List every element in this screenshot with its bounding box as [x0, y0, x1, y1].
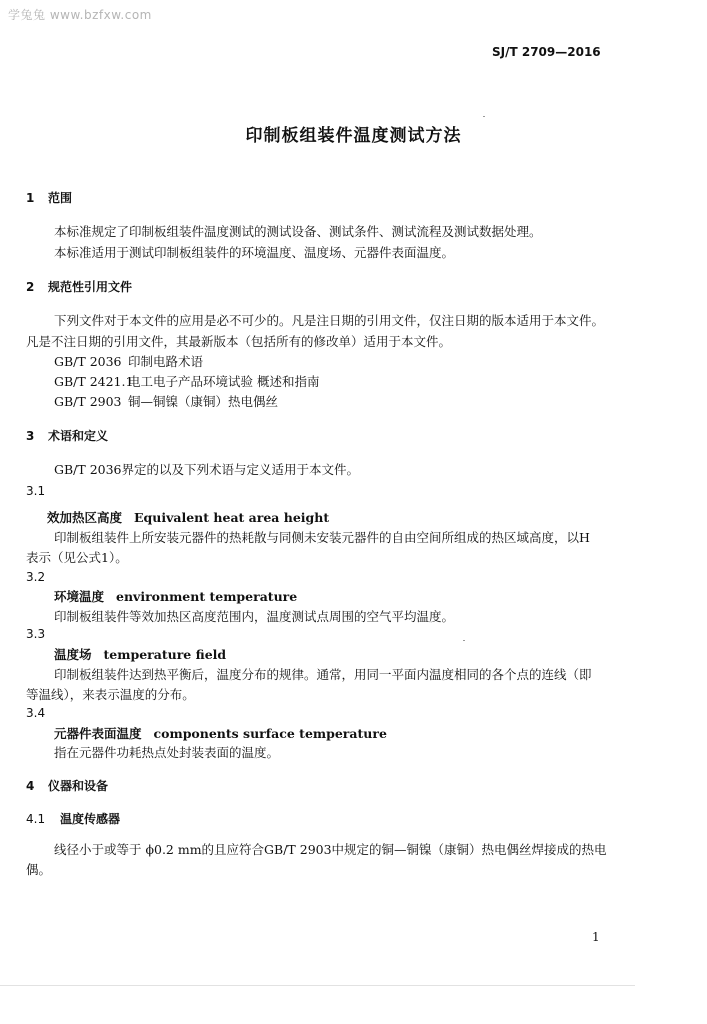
term-heading [54, 724, 387, 742]
section-2-heading [26, 278, 132, 295]
term-zh: 温度场 [54, 647, 92, 662]
term-en: temperature field [103, 647, 227, 662]
page-title: 印制板组装件温度测试方法 [245, 126, 462, 146]
section-2-paragraph-line-2: 凡是不注日期的引用文件，其最新版本（包括所有的修改单）适用于本文件。 [26, 334, 452, 349]
reference-item [54, 352, 203, 370]
term-definition-line-1: 印制板组装件达到热平衡后，温度分布的规律。通常，用同一平面内温度相同的各个点的连线（即 [54, 667, 592, 682]
reference-title: 铜—铜镍（康铜）热电偶丝 [128, 394, 279, 409]
term-definition-line-1: 指在元器件功耗热点处封装表面的温度。 [54, 745, 280, 760]
term-en: components surface temperature [153, 726, 387, 741]
reference-code: GB/T 2903 [54, 394, 122, 409]
document-number: SJ/T 2709—2016 [492, 45, 601, 59]
term-en: environment temperature [116, 589, 298, 604]
subsection-4-1-paragraph-line-2: 偶。 [26, 862, 52, 877]
section-title: 术语和定义 [48, 429, 109, 443]
subsection-4-1-paragraph-line-1: 线径小于或等于 ϕ0.2 mm的且应符合GB/T 2903中规定的铜—铜镍（康铜）热电偶丝焊接成的热电 [54, 842, 607, 857]
term-heading [54, 587, 297, 605]
term-zh: 元器件表面温度 [54, 726, 142, 741]
term-number: 3.4 [26, 706, 46, 720]
section-title: 规范性引用文件 [48, 280, 133, 294]
section-title: 范围 [48, 191, 73, 205]
reference-code: GB/T 2036 [54, 354, 122, 369]
watermark: 学兔兔 www.bzfxw.com [8, 8, 152, 22]
term-zh: 环境温度 [54, 589, 105, 604]
reference-code: GB/T 2421.1 [54, 374, 134, 389]
term-number: 3.1 [26, 484, 46, 498]
reference-item [54, 372, 319, 390]
reference-item [54, 392, 278, 410]
term-definition-line-1: 印制板组装件上所安装元器件的热耗散与同侧未安装元器件的自由空间所组成的热区域高度，以H [54, 530, 590, 545]
section-number: 3 [26, 429, 35, 443]
page-number: 1 [592, 930, 600, 944]
reference-title: 印制电路术语 [128, 354, 204, 369]
term-definition-line-2: 等温线），来表示温度的分布。 [26, 687, 195, 702]
subsection-number: 4.1 [26, 812, 46, 826]
section-4-heading [26, 777, 108, 794]
scan-speck [483, 116, 485, 117]
term-en: Equivalent heat area height [134, 510, 330, 525]
section-1-heading [26, 189, 72, 206]
section-3-heading [26, 427, 108, 444]
section-2-paragraph-line-1: 下列文件对于本文件的应用是必不可少的。凡是注日期的引用文件，仅注日期的版本适用于本文件。 [54, 313, 605, 328]
term-definition-line-1: 印制板组装件等效加热区高度范围内，温度测试点周围的空气平均温度。 [54, 609, 455, 624]
page-edge-line [0, 985, 635, 986]
term-number: 3.2 [26, 570, 46, 584]
term-number: 3.3 [26, 627, 46, 641]
section-number: 1 [26, 191, 35, 205]
section-number: 2 [26, 280, 35, 294]
section-3-intro: GB/T 2036界定的以及下列术语与定义适用于本文件。 [54, 462, 360, 477]
term-heading [47, 508, 329, 526]
section-number: 4 [26, 779, 35, 793]
reference-title: 电工电子产品环境试验 概述和指南 [128, 374, 320, 389]
subsection-title: 温度传感器 [60, 812, 121, 826]
scan-speck [463, 640, 465, 641]
section-1-paragraph-1: 本标准规定了印制板组装件温度测试的测试设备、测试条件、测试流程及测试数据处理。 [54, 224, 542, 239]
term-heading [54, 645, 226, 663]
section-1-paragraph-2: 本标准适用于测试印制板组装件的环境温度、温度场、元器件表面温度。 [54, 245, 455, 260]
term-definition-line-2: 表示（见公式1）。 [26, 550, 128, 565]
subsection-4-1-heading [26, 810, 120, 827]
section-title: 仪器和设备 [48, 779, 109, 793]
term-zh: 效加热区高度 [47, 510, 123, 525]
